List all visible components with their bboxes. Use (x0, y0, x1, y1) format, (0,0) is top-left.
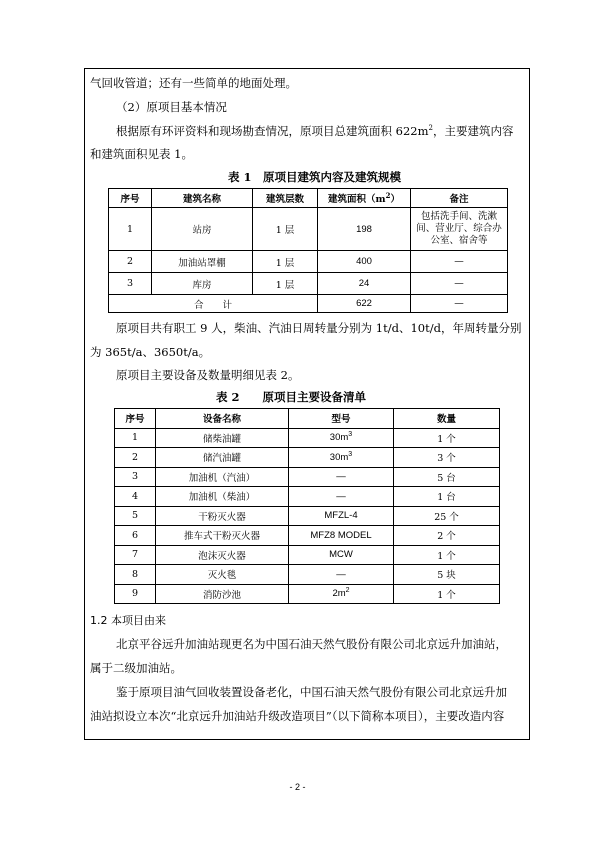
table-cell: $2m^2$ (289, 584, 394, 604)
table-row (115, 448, 500, 468)
text-line: 根据原有环评资料和现场勘查情况，原项目总建筑面积 $622m^2$，主要建筑内容 (116, 124, 514, 138)
table-row (115, 545, 500, 565)
table-cell: 包括洗手间、洗漱间、营业厅、综合办公室、宿舍等 (411, 208, 508, 251)
table-row (115, 487, 500, 507)
table-cell: — (411, 295, 508, 313)
table-row (115, 467, 500, 487)
table-row (115, 584, 500, 604)
text-line: 和建筑面积见表 1。 (90, 147, 193, 161)
text-line: 原项目主要设备及数量明细见表 2。 (116, 368, 300, 382)
table-cell: 干粉灭火器 (156, 506, 289, 526)
table-cell: 泡沫灭火器 (156, 545, 289, 565)
table-cell: 1 (109, 208, 152, 251)
table-header: 序号 (115, 409, 156, 429)
table-header: 建筑名称 (152, 189, 253, 208)
table-cell: 灭火毯 (156, 565, 289, 585)
page-number: - 2 - (289, 782, 306, 792)
table-cell: — (289, 467, 394, 487)
text-line: 气回收管道；还有一些简单的地面处理。 (90, 76, 297, 90)
table-cell: — (289, 487, 394, 507)
table-cell: 加油站罩棚 (152, 251, 253, 273)
table-cell: 25 个 (394, 506, 500, 526)
table-cell: 3 (109, 273, 152, 295)
table-cell: 加油机（汽油） (156, 467, 289, 487)
text-line: 属于二级加油站。 (90, 661, 182, 675)
table-cell: 5 块 (394, 565, 500, 585)
table-cell: — (289, 565, 394, 585)
table-row (115, 565, 500, 585)
table-cell: 站房 (152, 208, 253, 251)
table-row (115, 526, 500, 546)
table-cell: 24 (318, 273, 411, 295)
table-cell: 1 个 (394, 545, 500, 565)
table-cell: 622 (318, 295, 411, 313)
table-cell: MFZ8 MODEL (289, 526, 394, 546)
table-cell: 2 个 (394, 526, 500, 546)
table-cell: 推车式干粉灭火器 (156, 526, 289, 546)
table-cell: 1 台 (394, 487, 500, 507)
table-header: 建筑面积$(m^2)$ (318, 189, 411, 208)
table-cell: 5 台 (394, 467, 500, 487)
table-cell: 198 (318, 208, 411, 251)
table-cell: 2 (115, 448, 156, 468)
table-header: 设备名称 (156, 409, 289, 429)
table-cell: $30m^3$ (289, 448, 394, 468)
equipment-table (114, 408, 500, 604)
table-total-row (109, 295, 508, 313)
table-cell: $30m^3$ (289, 428, 394, 448)
buildings-table (108, 188, 508, 313)
table-cell: 库房 (152, 273, 253, 295)
table-cell: MFZL-4 (289, 506, 394, 526)
text-line: 油站拟设立本次“北京远升加油站升级改造项目”（以下简称本项目），主要改造内容 (90, 709, 505, 723)
table-header: 数量 (394, 409, 500, 429)
table-cell: 1 个 (394, 428, 500, 448)
table-cell: 储汽油罐 (156, 448, 289, 468)
table-cell: 1 层 (253, 273, 318, 295)
table-row (109, 208, 508, 251)
table-cell: 3 个 (394, 448, 500, 468)
table-cell: — (411, 273, 508, 295)
table-cell: 2 (109, 251, 152, 273)
text-line: 原项目共有职工 9 人，柴油、汽油日周转量分别为 1t/d、10t/d，年周转量分别 (116, 321, 522, 335)
table-cell: 7 (115, 545, 156, 565)
table-header: 建筑层数 (253, 189, 318, 208)
table-row (109, 251, 508, 273)
table-row (109, 273, 508, 295)
text-line: 为 365t/a、3650t/a。 (90, 345, 211, 359)
table-cell: 6 (115, 526, 156, 546)
table-cell: 3 (115, 467, 156, 487)
table-cell: 5 (115, 506, 156, 526)
table-cell: 8 (115, 565, 156, 585)
text-line: 北京平谷远升加油站现更名为中国石油天然气股份有限公司北京远升加油站， (116, 637, 507, 651)
table-cell: 1 (115, 428, 156, 448)
table-cell: 消防沙池 (156, 584, 289, 604)
table-row (115, 506, 500, 526)
table-cell: — (411, 251, 508, 273)
table-cell: MCW (289, 545, 394, 565)
table-cell: 400 (318, 251, 411, 273)
table-cell: 4 (115, 487, 156, 507)
table-cell: 合 计 (109, 295, 318, 313)
table-cell: 1 层 (253, 208, 318, 251)
table-caption: 表 2 原项目主要设备清单 (216, 390, 367, 404)
text-line: 鉴于原项目油气回收装置设备老化，中国石油天然气股份有限公司北京远升加 (116, 685, 507, 699)
table-cell: 储柴油罐 (156, 428, 289, 448)
subheading: （2）原项目基本情况 (116, 100, 227, 114)
table-header: 型号 (289, 409, 394, 429)
table-header: 备注 (411, 189, 508, 208)
section-heading: 1.2 本项目由来 (90, 614, 166, 627)
table-cell: 1 层 (253, 251, 318, 273)
table-caption: 表 1 原项目建筑内容及建筑规模 (228, 170, 402, 184)
table-header: 序号 (109, 189, 152, 208)
table-cell: 加油机（柴油） (156, 487, 289, 507)
table-cell: 1 个 (394, 584, 500, 604)
table-cell: 9 (115, 584, 156, 604)
table-row (115, 428, 500, 448)
